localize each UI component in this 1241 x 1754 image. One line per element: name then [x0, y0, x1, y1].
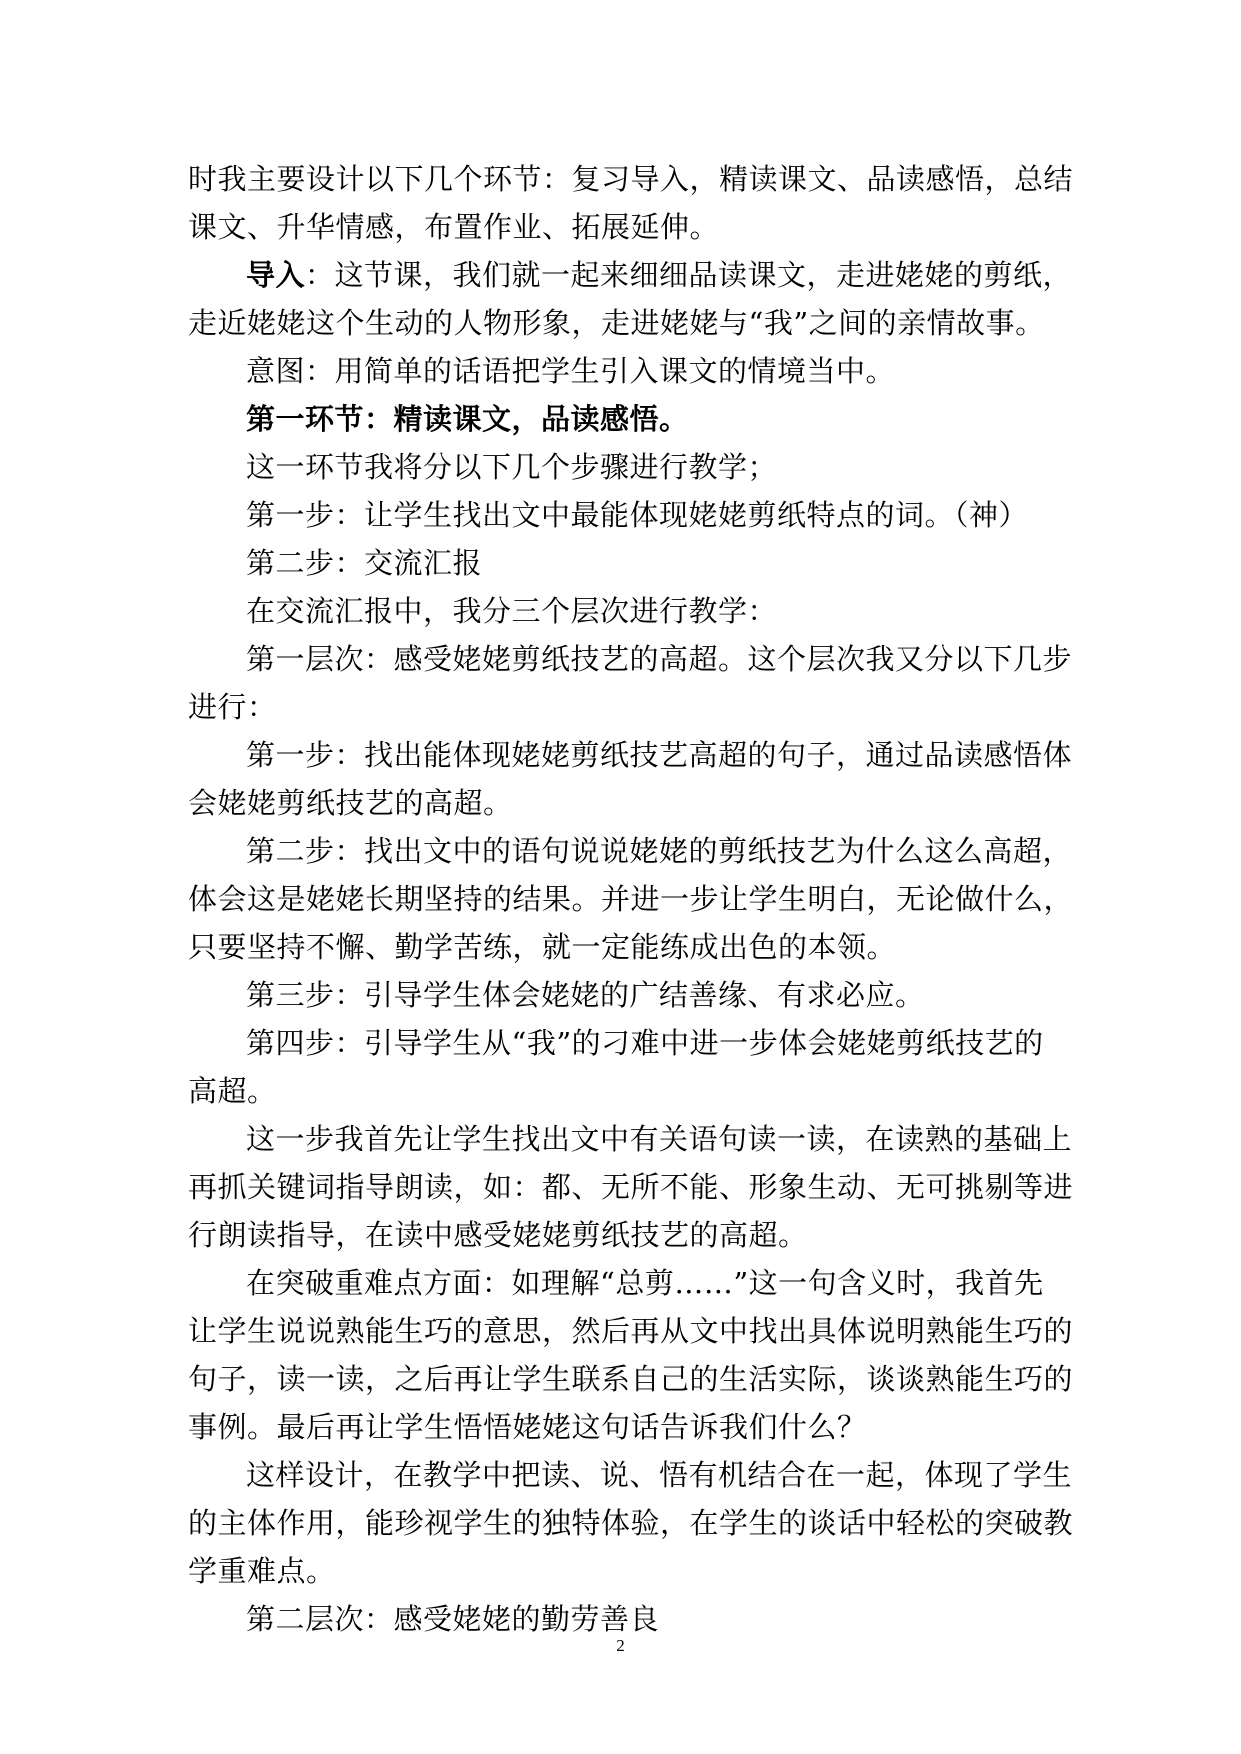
intro-text: ：这节课，我们就一起来细细品读课文，走进姥姥的剪纸， [305, 258, 1073, 292]
text-line [188, 251, 1073, 299]
text-line: 这样设计，在教学中把读、说、悟有机结合在一起，体现了学生 [246, 1458, 1073, 1492]
text-line: 高超。 [188, 1074, 277, 1108]
text-line: 行朗读指导，在读中感受姥姥剪纸技艺的高超。 [188, 1218, 808, 1252]
paragraph: 第一步：让学生找出文中最能体现姥姥剪纸特点的词。（神） [246, 498, 1029, 532]
text-line: 会姥姥剪纸技艺的高超。 [188, 786, 513, 820]
text-line: 第二步：找出文中的语句说说姥姥的剪纸技艺为什么这么高超， [246, 834, 1073, 868]
paragraph [188, 635, 1073, 731]
paragraph [188, 155, 1074, 251]
paragraph: 在交流汇报中，我分三个层次进行教学： [246, 594, 778, 628]
text-line: 学重难点。 [188, 1554, 336, 1588]
paragraph [188, 1259, 1074, 1451]
paragraph: 这一环节我将分以下几个步骤进行教学； [246, 450, 778, 484]
paragraph-intro [188, 251, 1073, 347]
paragraph [188, 731, 1073, 827]
paragraph [188, 1019, 1058, 1115]
text-line: 让学生说说熟能生巧的意思，然后再从文中找出具体说明熟能生巧的 [188, 1314, 1074, 1348]
text-line: 时我主要设计以下几个环节：复习导入，精读课文、品读感悟，总结 [188, 162, 1074, 196]
text-line: 体会这是姥姥长期坚持的结果。并进一步让学生明白，无论做什么， [188, 882, 1074, 916]
paragraph: 第二步：交流汇报 [246, 546, 483, 580]
text-line: 走近姥姥这个生动的人物形象，走进姥姥与“我”之间的亲情故事。 [188, 306, 1045, 340]
text-line: 课文、升华情感，布置作业、拓展延伸。 [188, 210, 720, 244]
text-line: 进行： [188, 690, 277, 724]
text-line: 这一步我首先让学生找出文中有关语句读一读，在读熟的基础上 [246, 1122, 1073, 1156]
text-line: 的主体作用，能珍视学生的独特体验，在学生的谈话中轻松的突破教 [188, 1506, 1074, 1540]
paragraph: 第二层次：感受姥姥的勤劳善良 [246, 1602, 660, 1636]
section-heading: 第一环节：精读课文，品读感悟。 [246, 402, 689, 436]
text-line: 第一步：找出能体现姥姥剪纸技艺高超的句子，通过品读感悟体 [246, 738, 1073, 772]
text-line: 第一层次：感受姥姥剪纸技艺的高超。这个层次我又分以下几步 [246, 642, 1073, 676]
intro-label: 导入 [246, 258, 306, 292]
text-line: 句子，读一读，之后再让学生联系自己的生活实际，谈谈熟能生巧的 [188, 1362, 1074, 1396]
document-body [188, 155, 1074, 1643]
paragraph [188, 1451, 1074, 1595]
page-number: 2 [616, 1636, 625, 1655]
paragraph-intent: 意图：用简单的话语把学生引入课文的情境当中。 [246, 354, 896, 388]
paragraph [188, 1115, 1074, 1259]
text-line: 只要坚持不懈、勤学苦练，就一定能练成出色的本领。 [188, 930, 897, 964]
text-line: 事例。最后再让学生悟悟姥姥这句话告诉我们什么？ [188, 1410, 867, 1444]
paragraph [188, 827, 1074, 971]
text-line: 第四步：引导学生从“我”的刁难中进一步体会姥姥剪纸技艺的 [246, 1026, 1044, 1060]
text-line: 在突破重难点方面：如理解“总剪……”这一句含义时，我首先 [246, 1266, 1044, 1300]
text-line: 再抓关键词指导朗读，如：都、无所不能、形象生动、无可挑剔等进 [188, 1170, 1074, 1204]
paragraph: 第三步：引导学生体会姥姥的广结善缘、有求必应。 [246, 978, 925, 1012]
